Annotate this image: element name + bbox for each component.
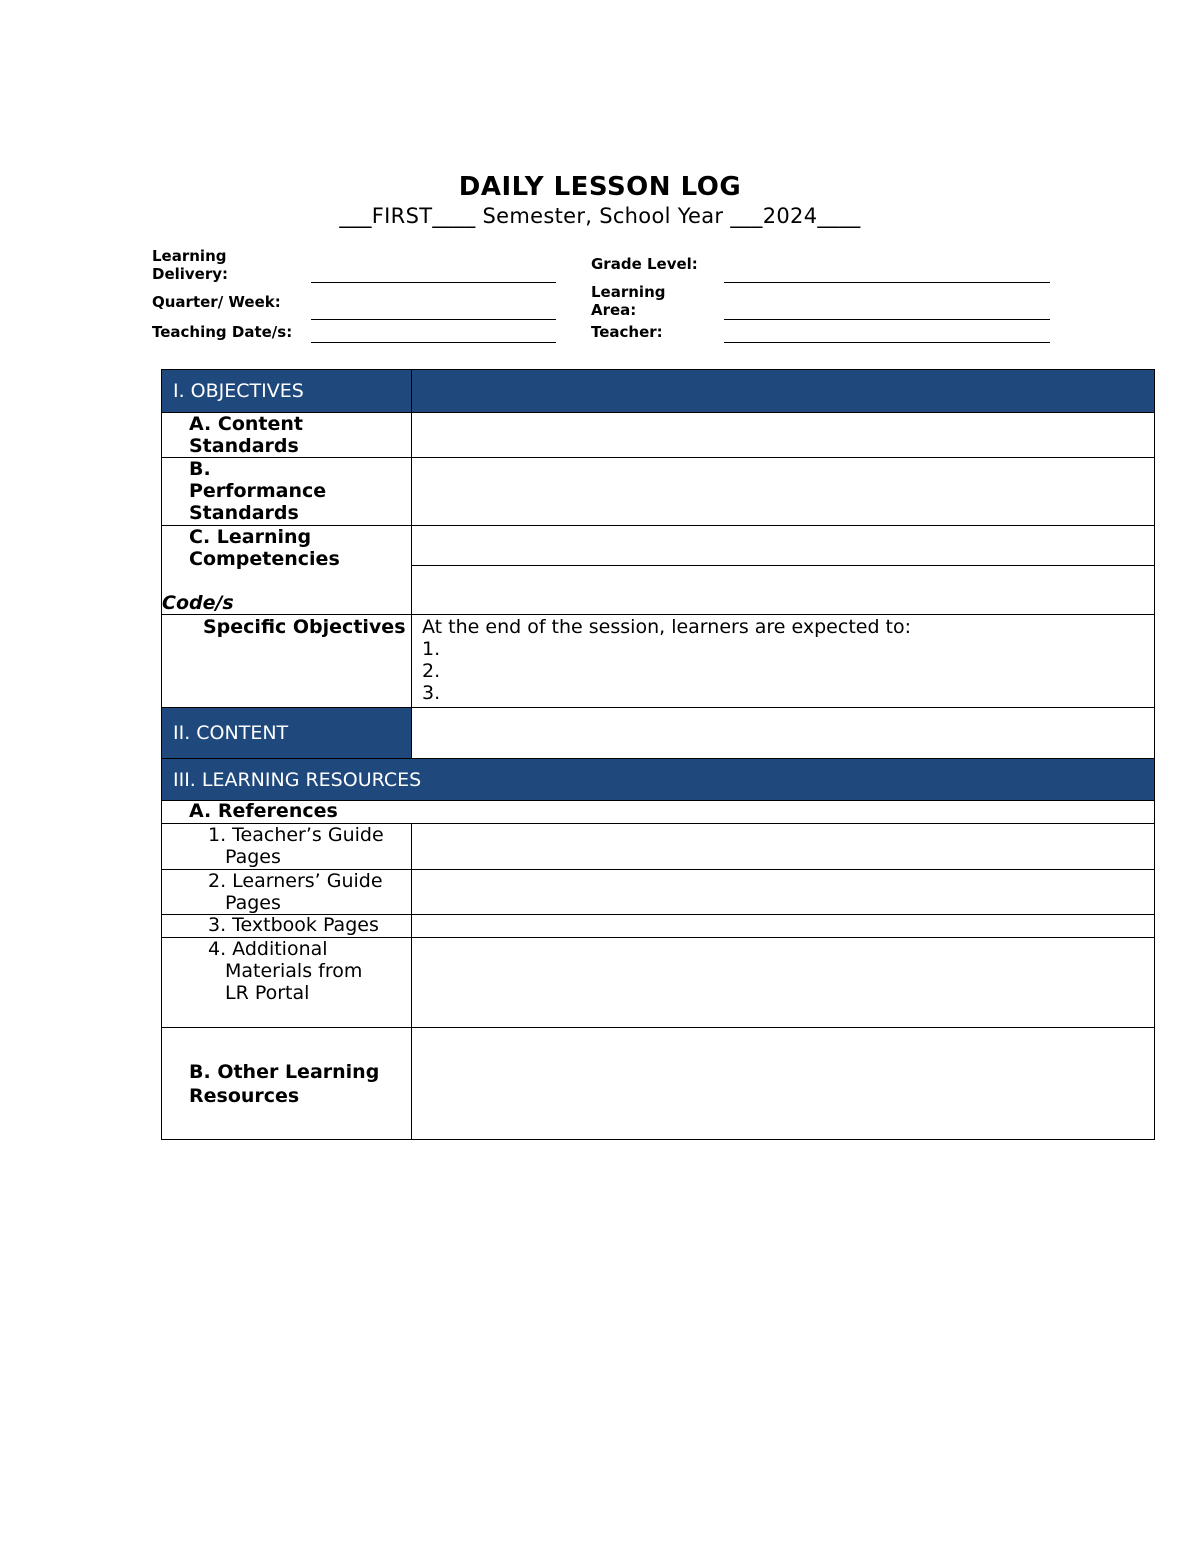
ref-learners-guide-label: 2. Learners’ Guide Pages bbox=[162, 870, 412, 915]
teacher-field[interactable] bbox=[724, 342, 1050, 343]
content-cell[interactable] bbox=[412, 708, 1155, 759]
specific-objectives-cell[interactable] bbox=[412, 615, 1155, 708]
objective-item-2: 2. bbox=[422, 660, 441, 682]
ref-row-teachers-guide bbox=[162, 824, 1155, 870]
specific-objectives-label: Specific Objectives bbox=[162, 615, 412, 708]
learning-delivery-field[interactable] bbox=[311, 282, 556, 283]
specific-objectives-row bbox=[162, 615, 1155, 708]
ref-additional-materials-cell[interactable] bbox=[412, 938, 1155, 1028]
lesson-log-table bbox=[161, 369, 1155, 1140]
quarter-week-label: Quarter/ Week: bbox=[152, 293, 281, 311]
learning-competencies-cell[interactable] bbox=[412, 526, 1155, 566]
grade-level-field[interactable] bbox=[724, 282, 1050, 283]
content-row bbox=[162, 708, 1155, 759]
performance-standards-cell[interactable] bbox=[412, 458, 1155, 526]
references-label: A. References bbox=[162, 801, 1155, 824]
learning-area-field[interactable] bbox=[724, 319, 1050, 320]
learning-competencies-block bbox=[162, 526, 412, 615]
teacher-label: Teacher: bbox=[591, 323, 663, 341]
learning-competencies-row bbox=[162, 526, 1155, 566]
ref-textbook-cell[interactable] bbox=[412, 915, 1155, 938]
content-standards-label: A. Content Standards bbox=[162, 413, 412, 458]
teaching-dates-label: Teaching Date/s: bbox=[152, 323, 293, 341]
quarter-week-field[interactable] bbox=[311, 319, 556, 320]
learning-resources-header-row bbox=[162, 759, 1155, 801]
performance-standards-label: B. Performance Standards bbox=[162, 458, 412, 526]
performance-standards-row bbox=[162, 458, 1155, 526]
objectives-header-row bbox=[162, 370, 1155, 413]
ref-row-additional-materials bbox=[162, 938, 1155, 1028]
ref-teachers-guide-cell[interactable] bbox=[412, 824, 1155, 870]
specific-objectives-intro: At the end of the session, learners are expected to: bbox=[422, 616, 912, 638]
codes-cell[interactable] bbox=[412, 566, 1155, 615]
ref-row-textbook bbox=[162, 915, 1155, 938]
teaching-dates-field[interactable] bbox=[311, 342, 556, 343]
other-resources-label: B. Other Learning Resources bbox=[162, 1028, 412, 1140]
learning-area-label: Learning Area: bbox=[591, 283, 666, 319]
other-resources-row bbox=[162, 1028, 1155, 1140]
objective-item-3: 3. bbox=[422, 682, 441, 704]
objectives-header-fill bbox=[412, 370, 1155, 413]
learning-resources-heading: III. LEARNING RESOURCES bbox=[162, 759, 1155, 801]
ref-learners-guide-cell[interactable] bbox=[412, 870, 1155, 915]
references-row bbox=[162, 801, 1155, 824]
page-subtitle: ___FIRST____ Semester, School Year ___2024____ bbox=[339, 204, 861, 228]
content-standards-row bbox=[162, 413, 1155, 458]
content-standards-cell[interactable] bbox=[412, 413, 1155, 458]
learning-delivery-label: Learning Delivery: bbox=[152, 247, 229, 283]
content-heading: II. CONTENT bbox=[162, 708, 412, 759]
ref-row-learners-guide bbox=[162, 870, 1155, 915]
page-title: DAILY LESSON LOG bbox=[458, 172, 742, 202]
ref-additional-materials-label: 4. Additional Materials from LR Portal bbox=[162, 938, 412, 1028]
ref-teachers-guide-label: 1. Teacher’s Guide Pages bbox=[162, 824, 412, 870]
grade-level-label: Grade Level: bbox=[591, 255, 698, 273]
other-resources-cell[interactable] bbox=[412, 1028, 1155, 1140]
objective-item-1: 1. bbox=[422, 638, 441, 660]
objectives-heading: I. OBJECTIVES bbox=[162, 370, 412, 413]
learning-competencies-label: C. Learning Competencies bbox=[189, 526, 340, 570]
ref-textbook-label: 3. Textbook Pages bbox=[162, 915, 412, 938]
codes-label: Code/s bbox=[162, 592, 234, 614]
